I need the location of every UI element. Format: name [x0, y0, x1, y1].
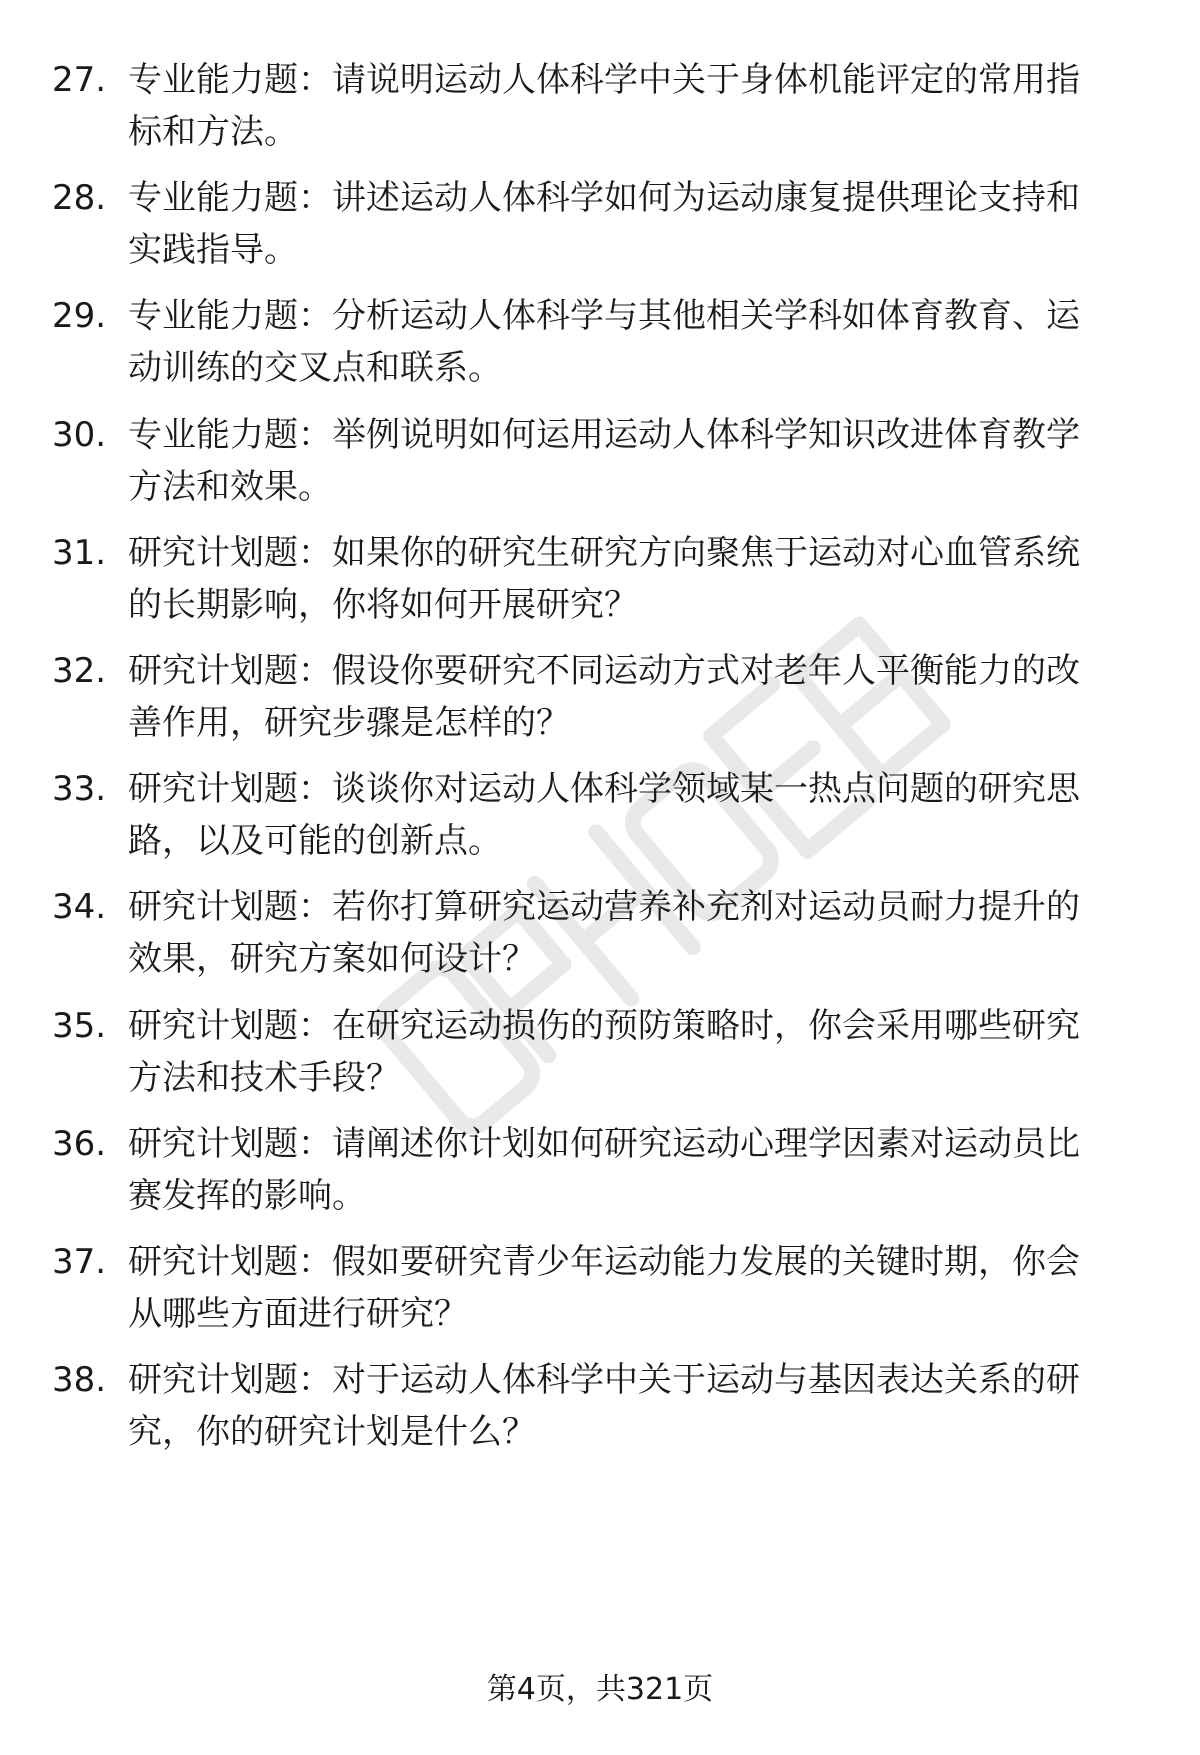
- question-text: [128, 1118, 1138, 1222]
- question-text-line: 研究计划题：假如要研究青少年运动能力发展的关键时期，你会: [128, 1242, 1080, 1282]
- question-text-line: 标和方法。: [128, 112, 298, 152]
- question-text-line: 动训练的交叉点和联系。: [128, 348, 502, 388]
- question-number: 30.: [52, 415, 107, 455]
- question-text-line: 专业能力题：讲述运动人体科学如何为运动康复提供理论支持和: [128, 178, 1080, 218]
- question-text-line: 研究计划题：在研究运动损伤的预防策略时，你会采用哪些研究: [128, 1006, 1080, 1046]
- question-number: 33.: [52, 769, 107, 809]
- question-text: [128, 881, 1138, 985]
- question-text-line: 方法和效果。: [128, 467, 332, 507]
- question-number: 31.: [52, 533, 107, 573]
- question-text: [128, 172, 1138, 276]
- question-text: [128, 645, 1138, 749]
- question-text: [128, 1354, 1138, 1458]
- question-text: [128, 527, 1138, 631]
- question-text-line: 实践指导。: [128, 230, 298, 270]
- question-text: [128, 1000, 1138, 1104]
- question-text-line: 善作用，研究步骤是怎样的？: [128, 703, 570, 743]
- question-text: [128, 54, 1138, 158]
- question-text-line: 究，你的研究计划是什么？: [128, 1412, 536, 1452]
- question-number: 37.: [52, 1242, 107, 1282]
- question-text-line: 研究计划题：请阐述你计划如何研究运动心理学因素对运动员比: [128, 1124, 1080, 1164]
- question-text-line: 路，以及可能的创新点。: [128, 821, 502, 861]
- question-number: 29.: [52, 296, 107, 336]
- question-number: 34.: [52, 887, 107, 927]
- question-text-line: 效果，研究方案如何设计？: [128, 939, 536, 979]
- question-text: [128, 290, 1138, 394]
- question-number: 38.: [52, 1360, 107, 1400]
- question-number: 36.: [52, 1124, 107, 1164]
- question-text-line: 赛发挥的影响。: [128, 1176, 366, 1216]
- question-number: 35.: [52, 1006, 107, 1046]
- question-text-line: 专业能力题：分析运动人体科学与其他相关学科如体育教育、运: [128, 296, 1080, 336]
- question-text: [128, 409, 1138, 513]
- question-text-line: 专业能力题：举例说明如何运用运动人体科学知识改进体育教学: [128, 415, 1080, 455]
- question-text-line: 研究计划题：如果你的研究生研究方向聚焦于运动对心血管系统: [128, 533, 1080, 573]
- question-text-line: 研究计划题：谈谈你对运动人体科学领域某一热点问题的研究思: [128, 769, 1080, 809]
- question-text-line: 从哪些方面进行研究？: [128, 1294, 468, 1334]
- question-number: 32.: [52, 651, 107, 691]
- question-text-line: 研究计划题：假设你要研究不同运动方式对老年人平衡能力的改: [128, 651, 1080, 691]
- question-text-line: 研究计划题：若你打算研究运动营养补充剂对运动员耐力提升的: [128, 887, 1080, 927]
- question-text-line: 的长期影响，你将如何开展研究？: [128, 585, 638, 625]
- question-text-line: 专业能力题：请说明运动人体科学中关于身体机能评定的常用指: [128, 60, 1080, 100]
- page-footer: [0, 1670, 1200, 1710]
- question-text: [128, 1236, 1138, 1340]
- page-number-label: 第4页，共321页: [486, 1672, 714, 1707]
- question-number: 28.: [52, 178, 107, 218]
- question-number: 27.: [52, 60, 107, 100]
- question-text: [128, 763, 1138, 867]
- question-text-line: 研究计划题：对于运动人体科学中关于运动与基因表达关系的研: [128, 1360, 1080, 1400]
- question-text-line: 方法和技术手段？: [128, 1058, 400, 1098]
